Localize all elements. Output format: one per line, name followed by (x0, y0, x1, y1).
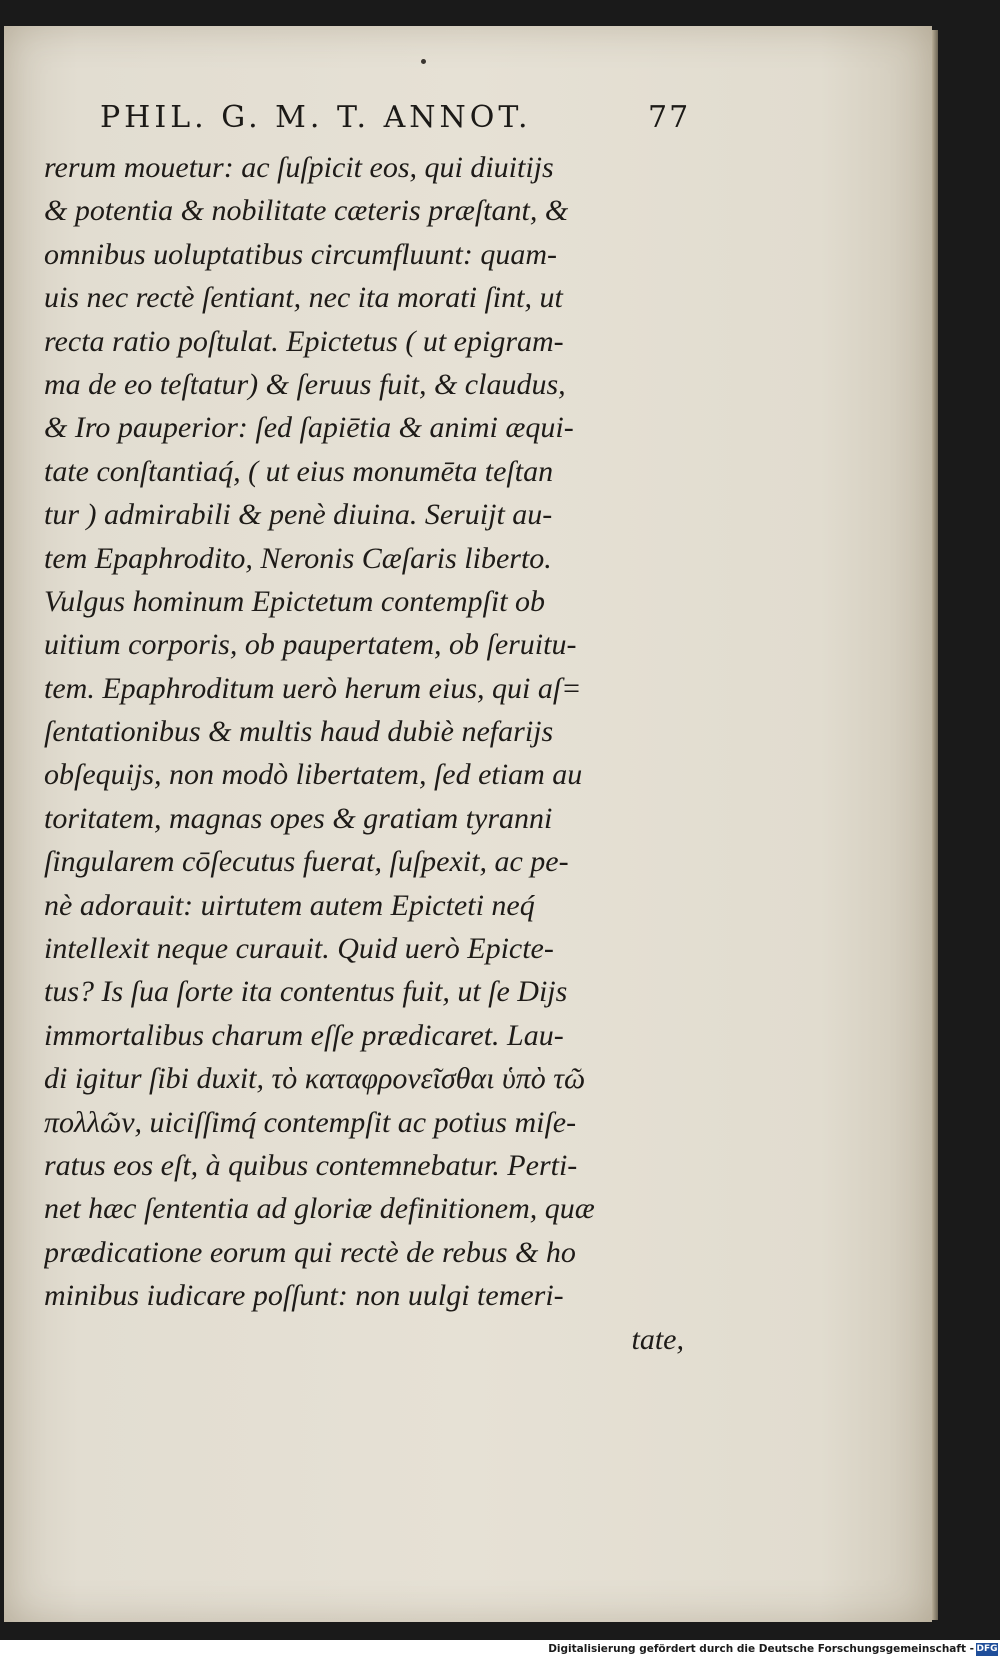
footer-credit: Digitalisierung gefördert durch die Deutsche Forschungsgemeinschaft - (548, 1643, 974, 1655)
running-head: PHIL. G. M. T. ANNOT. (100, 100, 532, 135)
text-line: nè adorauit: uirtutem autem Epicteti neq́ (44, 888, 535, 922)
text-line: uitium corporis, ob paupertatem, ob ſeruitu- (44, 628, 577, 662)
text-line: ma de eo teſtatur) & ſeruus fuit, & claudus, (44, 367, 566, 401)
text-line: prædicatione eorum qui rectè de rebus & ho (44, 1235, 576, 1269)
digitization-footer (0, 1640, 1000, 1660)
text-line: uis nec rectè ſentiant, nec ita morati ſint, ut (44, 281, 563, 315)
ink-dot (421, 59, 426, 64)
text-line: intellexit neque curauit. Quid uerò Epicte- (44, 932, 554, 966)
text-line: tate conſtantiaq́, ( ut eius monumēta teſtan (44, 454, 554, 488)
text-line: tem. Epaphroditum uerò herum eius, qui aſ= (44, 671, 582, 705)
text-line: recta ratio poſtulat. Epictetus ( ut epigram- (44, 324, 564, 358)
text-line: πολλῶν, uiciſſimq́ contempſit ac potius miſe- (44, 1105, 577, 1139)
body-text (44, 146, 684, 1361)
text-line: tem Epaphrodito, Neronis Cæſaris liberto. (44, 541, 552, 575)
page-number: 77 (648, 100, 691, 135)
text-line: rerum mouetur: ac ſuſpicit eos, qui diuitijs (44, 151, 554, 184)
page-edge (932, 30, 938, 1620)
text-line: immortalibus charum eſſe prædicaret. Lau- (44, 1018, 564, 1052)
text-line: tus? Is ſua ſorte ita contentus fuit, ut ſe Dijs (44, 975, 568, 1009)
text-line: obſequijs, non modò libertatem, ſed etiam au (44, 758, 583, 792)
text-line: toritatem, magnas opes & gratiam tyranni (44, 801, 553, 835)
text-line: & Iro pauperior: ſed ſapiētia & animi æqui- (44, 411, 574, 445)
text-line: omnibus uoluptatibus circumfluunt: quam- (44, 237, 558, 271)
text-line: ſentationibus & multis haud dubiè nefarijs (44, 715, 554, 749)
text-line: tur ) admirabili & penè diuina. Seruijt au- (44, 498, 553, 532)
text-line: & potentia & nobilitate cæteris præſtant, & (44, 194, 569, 228)
text-line: ſingularem cōſecutus fuerat, ſuſpexit, ac pe- (44, 845, 569, 879)
dfg-logo: DFG (976, 1644, 998, 1654)
text-line: di igitur ſibi duxit, τὸ καταφρονεῖσθαι ὑπὸ τῶ (44, 1062, 586, 1096)
text-line: net hæc ſententia ad gloriæ definitionem, quæ (44, 1192, 595, 1226)
text-line: minibus iudicare poſſunt: non uulgi temeri- (44, 1279, 564, 1313)
text-line: Vulgus hominum Epictetum contempſit ob (44, 584, 546, 618)
text-line: ratus eos eſt, à quibus contemnebatur. Perti- (44, 1148, 578, 1182)
catchword: tate, (631, 1322, 684, 1356)
